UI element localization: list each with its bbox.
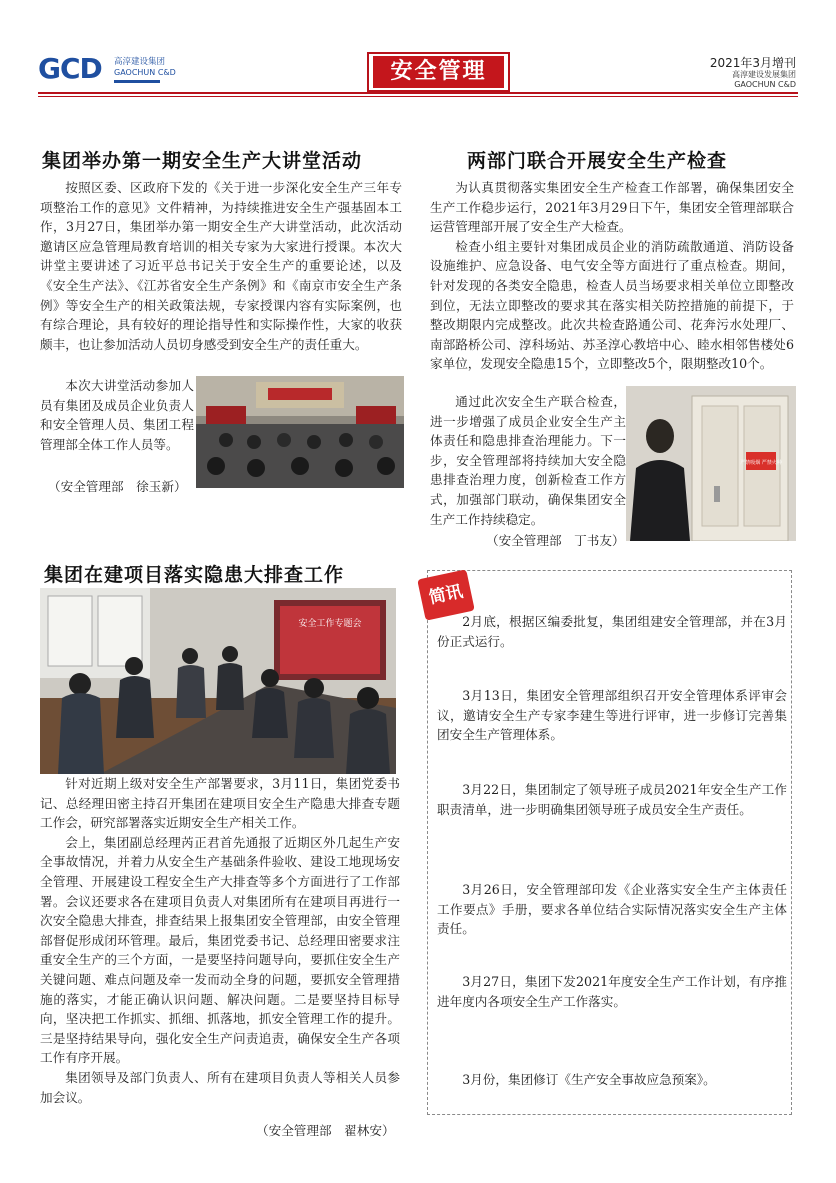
header-rule-thin [38,96,798,97]
brief-item-text: 3月份，集团修订《生产安全事故应急预案》。 [462,1072,716,1087]
brief-item [437,972,787,1011]
inspection-photo-image [626,386,796,541]
article1-body [40,178,402,354]
brief-item-text: 3月13日，集团安全管理部组织召开安全管理体系评审会议，邀请安全生产专家李建生等进行评审，进一步修订完善集团安全生产管理体系。 [437,688,787,743]
article3-signature: （安全管理部 翟林安） [256,1123,395,1138]
company-logo-cn: 高淳建设集团 [114,57,166,67]
brief-news-tab: 简讯 [417,569,475,620]
article2-body [430,178,794,374]
article2-signature: （安全管理部 丁书友） [486,533,625,548]
brief-item [437,612,787,651]
article2-paragraph: 为认真贯彻落实集团安全生产检查工作部署，确保集团安全生产工作稳步运行，2021年3月29日下午，集团安全管理部联合运营管理部开展了安全生产大检查。 [430,180,794,235]
meeting-photo [40,588,396,774]
brief-item [437,1070,787,1090]
lecture-photo [196,376,404,488]
brief-item-text: 3月27日，集团下发2021年度安全生产工作计划，有序推进年度内各项安全生产工作落实。 [437,974,787,1009]
article3-paragraph: 针对近期上级对安全生产部署要求，3月11日，集团党委书记、总经理田密主持召开集团在建项目安全生产隐患大排查专题工作会，研究部署落实近期安全生产相关工作。 [40,776,400,831]
header-rule [38,92,798,94]
inspection-photo [626,386,796,541]
issue-org [732,70,796,90]
article1-body-side [40,376,194,454]
article3-paragraph: 集团领导及部门负责人、所有在建项目负责人等相关人员参加会议。 [40,1069,400,1105]
article2-paragraph: 检查小组主要针对集团成员企业的消防疏散通道、消防设备设施维护、应急设备、电气安全等方面进行了重点检查。期间，针对发现的各类安全隐患，检查人员当场要求相关单位立即整改到位，无法立即整改的要求其在落实相关防控措施的前提下，于整改期限内完成整改。此次共检查路通公司、花奔污水处理厂、南部路桥公司、淳科场站、苏圣淳心教培中心、睦水相邻售楼处6家单位，发现安全隐患15个，立即整改5个，限期整改10个。 [430,238,794,372]
issue-org-en: GAOCHUN C&D [734,80,796,89]
brief-item-text: 2月底，根据区编委批复，集团组建安全管理部，并在3月份正式运行。 [437,614,787,649]
article1-signature: （安全管理部 徐玉新） [48,479,187,494]
logo-stripe [114,80,160,83]
article1-title: 集团举办第一期安全生产大讲堂活动 [42,150,363,172]
section-title: 安全管理 [373,56,504,88]
issue-org-cn: 高淳建设发展集团 [732,70,796,79]
brief-item-text: 3月22日，集团制定了领导班子成员2021年安全生产工作职责清单，进一步明确集团领导班子成员安全生产责任。 [437,782,787,817]
lecture-photo-image [196,376,404,488]
brief-news-box [427,570,792,1115]
company-logo-en: GAOCHUN C&D [114,68,176,77]
brief-item [437,686,787,745]
company-logo-mark: GCD [38,52,102,85]
meeting-photo-image [40,588,396,774]
brief-item-text: 3月26日，安全管理部印发《企业落实安全生产主体责任工作要点》手册，要求各单位结合实际情况落实安全生产主体责任。 [437,882,787,937]
article1-paragraph: 本次大讲堂活动参加人员有集团及成员企业负责人和安全管理人员、集团工程管理部全体工作人员等。 [40,378,194,452]
issue-label: 2021年3月增刊 [709,56,796,70]
article1-paragraph: 按照区委、区政府下发的《关于进一步深化安全生产三年专项整治工作的意见》文件精神，为持续推进安全生产强基固本工作，3月27日，集团举办第一期安全生产大讲堂活动，此次活动邀请区应急管理局教育培训的相关专家为大家进行授课。本次大讲堂主要讲述了习近平总书记关于安全生产的重要论述，以及《安全生产法》、《江苏省安全生产条例》和《南京市安全生产条例》等安全生产的相关政策法规，专家授课内容有实际案例，也有综合理论，具有较好的理论指导性和实际操作性，大家的收获颇丰，也让参加活动人员切身感受到安全生产的责任重大。 [40,180,402,352]
brief-item [437,780,787,819]
article3-body [40,774,400,1107]
screen-text: 安全工作专题会 [298,619,362,629]
article3-title: 集团在建项目落实隐患大排查工作 [44,564,345,586]
door-sign: 严禁吸烟 严禁火种 [740,460,782,466]
article2-paragraph: 通过此次安全生产联合检查，进一步增强了成员企业安全生产主体责任和隐患排查治理能力。下一步，安全管理部将持续加大安全隐患排查治理力度，创新检查工作方式，加强部门联动，确保集团安全生产工作持续稳定。 [430,394,626,527]
article2-body-side [430,392,626,529]
brief-item [437,880,787,939]
article3-paragraph: 会上，集团副总经理芮正君首先通报了近期区外几起生产安全事故情况，并着力从安全生产基础条件验收、建设工地现场安全管理、开展建设工程安全生产大排查等多个方面进行了工作部署。会议还要求各在建项目负责人对集团所有在建项目再进行一次安全隐患大排查，排查结果上报集团安全管理部，由安全管理部督促形成闭环管理。最后，集团党委书记、总经理田密要求注重安全生产的三个方面，一是要坚持问题导向，要抓住安全生产关键问题、难点问题及牵一发而动全身的问题，要抓安全管理措施的落实，才能正确认识问题、解决问题。二是要坚持目标导向，坚决把工作抓实、抓细、抓落地，抓安全管理工作的提升。三是坚持结果导向，强化安全生产问责追责，确保安全生产各项工作有序开展。 [40,834,400,1066]
article2-title: 两部门联合开展安全生产检查 [467,150,728,172]
